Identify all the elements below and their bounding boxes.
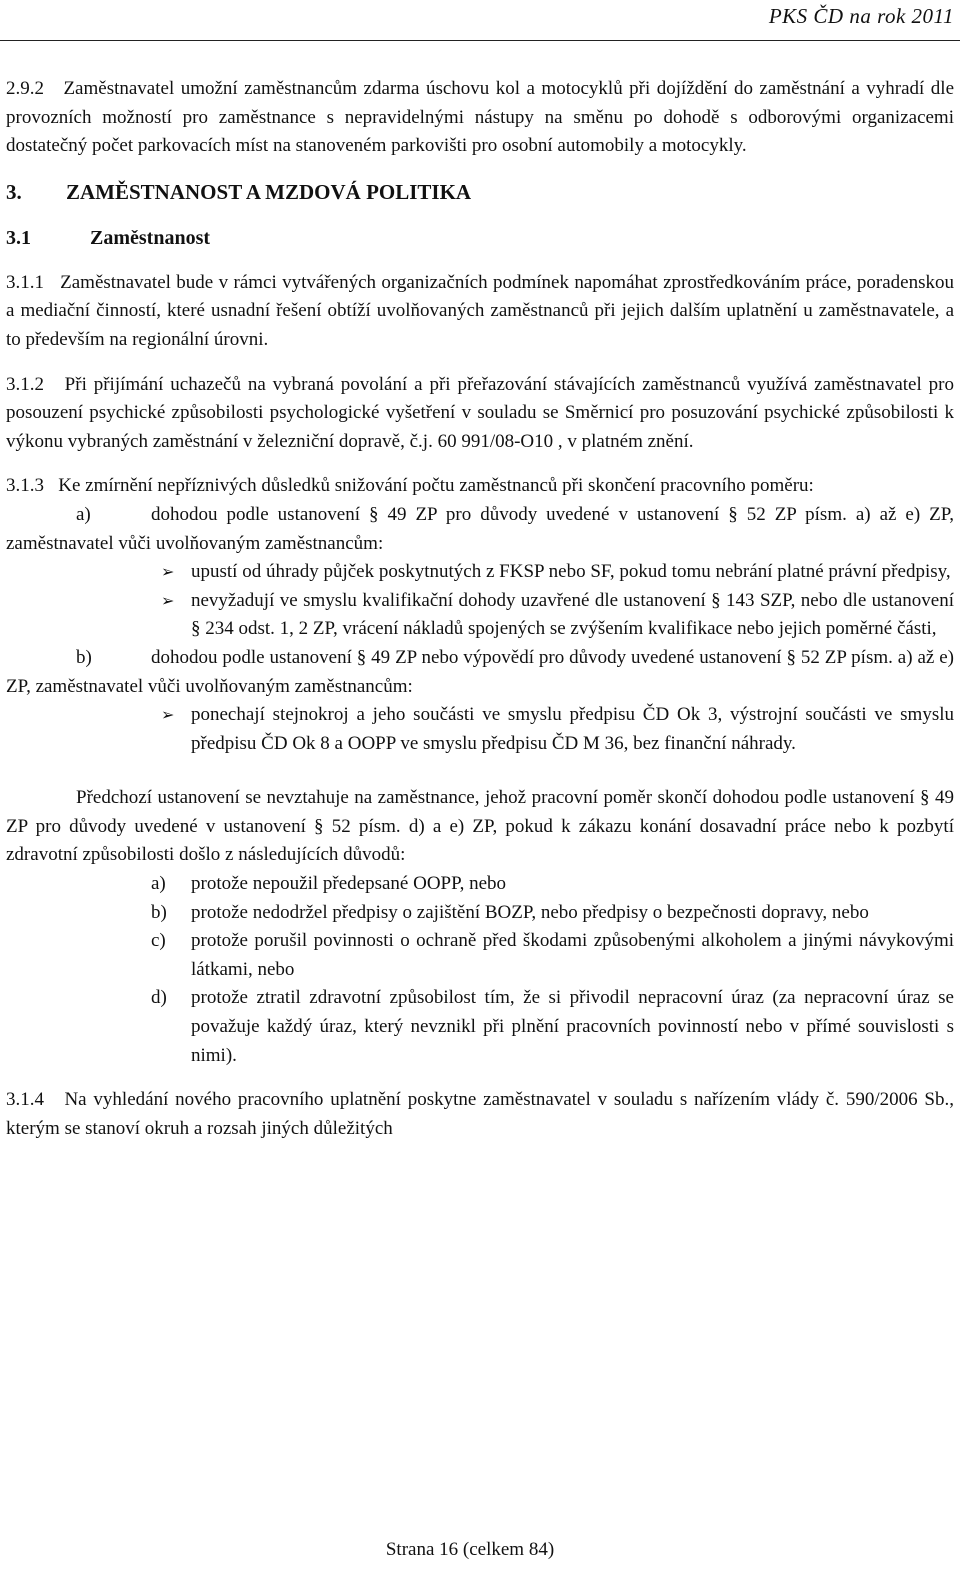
list-marker: d) [151,987,167,1009]
section-number: 3.1.3 [6,475,44,497]
arrowhead-bullet-icon: ➢ [161,705,175,725]
list-marker: b) [76,646,92,668]
paragraph-3-1-1 [6,269,954,355]
paragraph-text: Ke zmírnění nepříznivých důsledků snižování počtu zaměstnanců při skončení pracovního poměru: [58,475,814,497]
list-marker: c) [151,930,166,952]
paragraph-2-9-2 [6,75,954,161]
running-header: PKS ČD na rok 2011 [768,4,954,28]
list-item-a [6,501,954,558]
list-item [151,984,954,1070]
section-number: 3.1.1 [6,271,44,293]
chapter-number: 3. [6,179,22,204]
list-item-text: dohodou podle ustanovení § 49 ZP nebo výpovědí pro důvody uvedené ustanovení § 52 ZP písm. a) až e) ZP, zaměstnavatel vůči uvolňovaným zaměstnancům: [6,646,954,697]
list-item [151,927,954,984]
list-item-text: dohodou podle ustanovení § 49 ZP pro důvody uvedené v ustanovení § 52 ZP písm. a) až e) ZP, zaměstnavatel vůči uvolňovaným zaměstnancům: [6,503,954,554]
arrowhead-bullet-icon: ➢ [161,590,175,610]
document-body [6,75,954,1143]
page-footer: Strana 16 (celkem 84) [385,1539,555,1560]
list-item-text: protože nepoužil předepsané OOPP, nebo [191,873,507,895]
list-item-b [6,644,954,701]
list-item [151,899,954,928]
list-item [161,701,954,758]
list-item-text: protože nedodržel předpisy o zajištění BOZP, nebo předpisy o bezpečnosti dopravy, nebo [191,901,869,923]
paragraph-3-1-4 [6,1086,954,1143]
list-item [151,870,954,899]
paragraph-text: Na vyhledání nového pracovního uplatnění poskytne zaměstnavatel v souladu s nařízením vlády č. 590/2006 Sb., kterým se stanoví okruh a rozsah jiných důležitých [6,1089,954,1139]
paragraph-text: Zaměstnavatel bude v rámci vytvářených organizačních podmínek napomáhat zprostředkováním práce, poradenskou a mediační činností, které usnadní řešení obtíží uvolňovaných zaměstnanců při jejich dalším uplatnění u zaměstnavatele, a to především na regionální úrovni. [6,271,954,350]
paragraph-text: Při přijímání uchazečů na vybraná povolání a při přeřazování stávajících zaměstnanců využívá zaměstnavatel pro posouzení psychické způsobilosti psychologické vyšetření v souladu se Směrnicí pro posuzování psychické způsobilosti k výkonu vybraných zaměstnání v železniční dopravě, č.j. 60 991/08-O10 , v platném znění. [6,373,954,452]
list-marker: a) [151,873,166,895]
list-item-text: upustí od úhrady půjček poskytnutých z FKSP nebo SF, pokud tomu nebrání platné právní předpisy, [191,561,951,583]
list-item [161,587,954,644]
list-item-text: nevyžadují ve smyslu kvalifikační dohody uzavřené dle ustanovení § 143 SZP, nebo dle ustanovení § 234 odst. 1, 2 ZP, vrácení nákladů spojených se zvýšením kvalifikace nebo jejich poměrné části, [191,589,954,640]
list-marker: a) [76,503,91,525]
list-marker: b) [151,901,167,923]
section-number: 3.1 [6,226,31,249]
section-number: 2.9.2 [6,78,44,99]
paragraph-3-1-2 [6,371,954,457]
paragraph-3-1-3-intro [6,472,954,501]
header-divider [0,40,960,41]
arrow-list-a [161,558,954,644]
chapter-heading [6,177,954,207]
list-item-text: ponechají stejnokroj a jeho součásti ve smyslu předpisu ČD Ok 3, výstrojní součásti ve smyslu předpisu ČD Ok 8 a OOPP ve smyslu předpisu ČD M 36, bez finanční náhrady. [191,704,954,754]
arrow-list-b [161,701,954,758]
paragraph-exception: Předchozí ustanovení se nevztahuje na zaměstnance, jehož pracovní poměr skončí dohodou podle ustanovení § 49 ZP pro důvody uvedené v ustanovení § 52 písm. d) a e) ZP, pokud k zákazu konání dosavadní práce nebo k pozbytí zdravotní způsobilosti došlo z následujících důvodů: [6,787,954,866]
arrowhead-bullet-icon: ➢ [161,562,175,582]
section-heading [6,223,954,253]
list-item-text: protože porušil povinnosti o ochraně před škodami způsobenými alkoholem a jinými návykovými látkami, nebo [191,930,954,980]
section-number: 3.1.4 [6,1089,44,1111]
section-number: 3.1.2 [6,373,44,395]
paragraph-text: Zaměstnavatel umožní zaměstnancům zdarma úschovu kol a motocyklů při dojíždění do zaměstnání a vyhradí dle provozních možností pro zaměstnance s nepravidelnými nástupy na směnu po dohodě s odborovými organizacemi dostatečný počet parkovacích míst na stanoveném parkovišti pro osobní automobily a motocykly. [6,78,955,157]
reasons-list [151,870,954,1070]
list-item [161,558,954,587]
chapter-title: ZAMĚSTNANOST A MZDOVÁ POLITIKA [66,179,472,204]
section-title: Zaměstnanost [90,226,211,249]
list-item-text: protože ztratil zdravotní způsobilost tím, že si přivodil nepracovní úraz (za nepracovní úraz se považuje každý úraz, který nevznikl při plnění pracovních povinností nebo v přímé souvislosti s nimi). [191,987,954,1066]
